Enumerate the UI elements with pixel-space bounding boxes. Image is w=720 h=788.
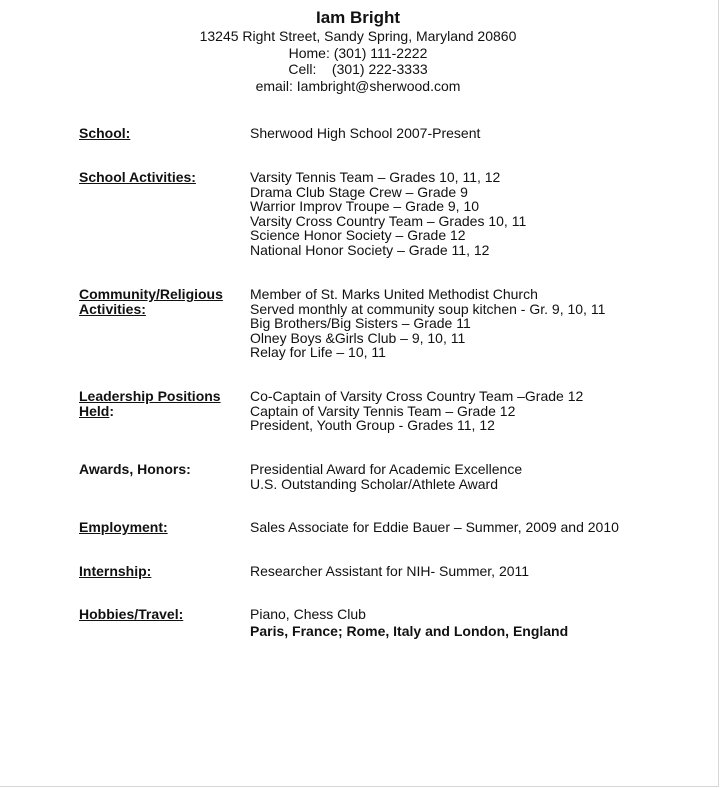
section-label-line: Activities: — [79, 300, 146, 317]
cell-phone: Cell: (301) 222-3333 — [288, 61, 428, 77]
section-items-activities — [250, 170, 710, 258]
list-item: Sales Associate for Eddie Bauer – Summer, 2009 and 2010 — [250, 519, 619, 535]
list-item: Sherwood High School 2007-Present — [250, 125, 481, 141]
list-item: Warrior Improv Troupe – Grade 9, 10 — [250, 198, 480, 215]
list-item: President, Youth Group - Grades 11, 12 — [250, 417, 495, 434]
list-item: Science Honor Society – Grade 12 — [250, 227, 466, 244]
section-label-line: Community/Religious — [79, 286, 223, 302]
section-label-colon: : — [109, 402, 115, 419]
section-label-school: School: — [79, 125, 131, 141]
section-label-hobbies: Hobbies/Travel: — [79, 606, 184, 622]
section-label-leadership — [79, 389, 244, 418]
section-items-internship — [250, 564, 710, 579]
list-item: Captain of Varsity Tennis Team – Grade 12 — [250, 402, 516, 419]
section-label-awards: Awards, Honors: — [79, 461, 191, 477]
section-label-community — [79, 287, 244, 316]
list-item: Member of St. Marks United Methodist Church — [250, 286, 538, 302]
section-label-activities: School Activities: — [79, 169, 196, 185]
section-items-awards — [250, 462, 710, 491]
resume-header — [0, 8, 716, 94]
section-items-hobbies — [250, 607, 710, 638]
section-label-line: Leadership Positions — [79, 388, 221, 404]
list-item: Researcher Assistant for NIH- Summer, 2011 — [250, 563, 530, 579]
section-items-leadership — [250, 389, 710, 433]
list-item: Drama Club Stage Crew – Grade 9 — [250, 183, 468, 200]
list-item: Varsity Cross Country Team – Grades 10, 11 — [250, 212, 527, 229]
home-phone: Home: (301) 111-2222 — [288, 44, 428, 61]
list-item: Served monthly at community soup kitchen - Gr. 9, 10, 11 — [250, 300, 606, 317]
applicant-name: Iam Bright — [315, 8, 401, 27]
list-item: Piano, Chess Club — [250, 606, 366, 622]
section-items-community — [250, 287, 710, 360]
list-item: Presidential Award for Academic Excellence — [250, 461, 523, 477]
list-item: Big Brothers/Big Sisters – Grade 11 — [250, 315, 471, 332]
address-line: 13245 Right Street, Sandy Spring, Maryland 20860 — [199, 28, 517, 44]
list-item: Olney Boys &Girls Club – 9, 10, 11 — [250, 329, 466, 346]
section-items-employment — [250, 520, 710, 535]
section-label-employment: Employment: — [79, 519, 168, 535]
section-label-line — [79, 404, 244, 419]
section-label-word: Held — [79, 402, 110, 419]
list-item: Co-Captain of Varsity Cross Country Team –Grade 12 — [250, 388, 584, 404]
email-address: email: Iambright@sherwood.com — [255, 77, 461, 94]
section-items-school — [250, 126, 710, 141]
section-label-internship: Internship: — [79, 563, 152, 579]
list-item: National Honor Society – Grade 11, 12 — [250, 241, 490, 258]
list-item: Varsity Tennis Team – Grades 10, 11, 12 — [250, 169, 501, 185]
list-item-bold: Paris, France; Rome, Italy and London, England — [250, 622, 569, 639]
list-item: Relay for Life – 10, 11 — [250, 344, 386, 361]
list-item: U.S. Outstanding Scholar/Athlete Award — [250, 475, 498, 492]
